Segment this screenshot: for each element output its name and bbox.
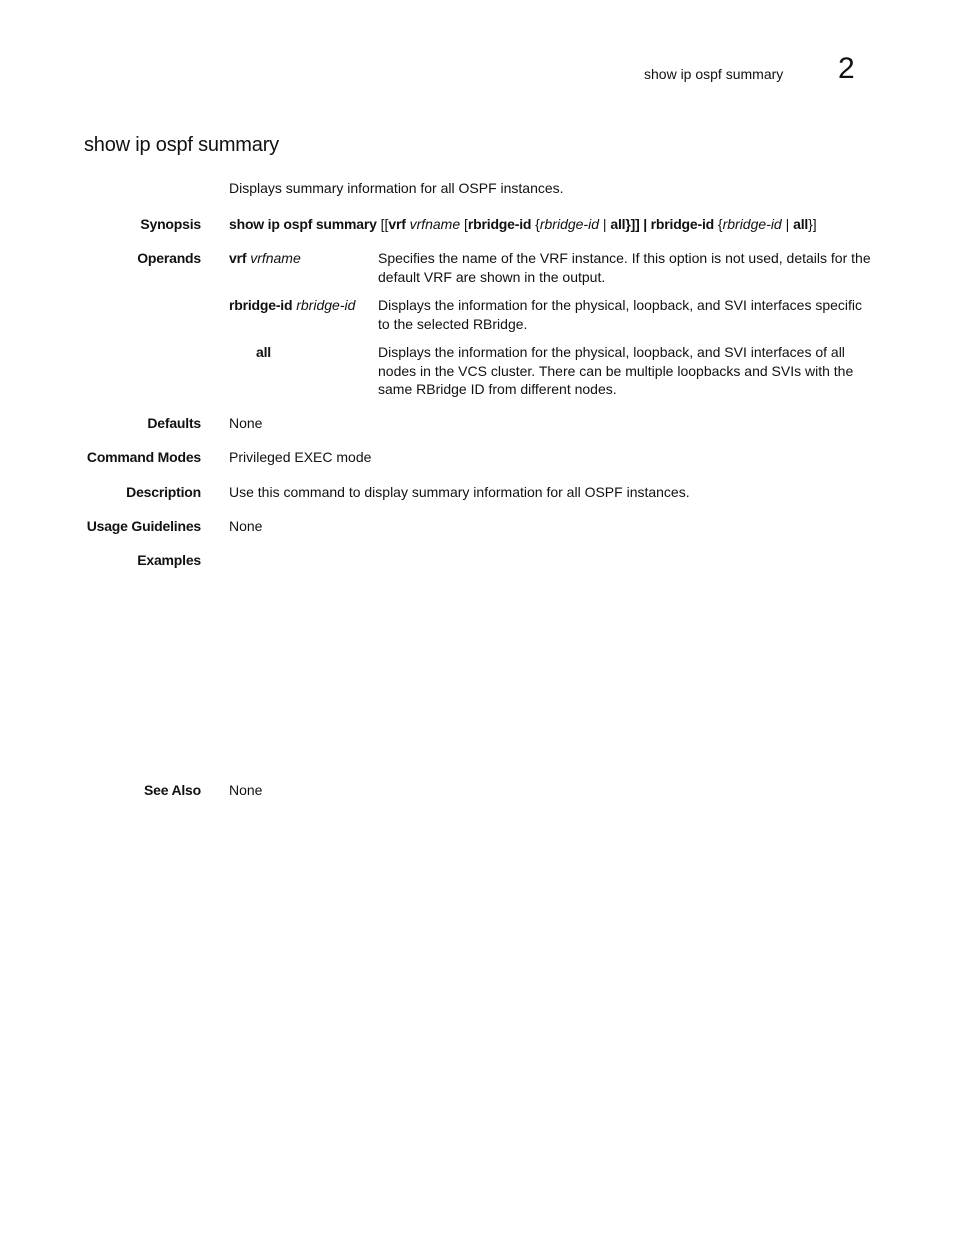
label-command-modes: Command Modes (86, 449, 201, 465)
synopsis-argument: rbridge-id (722, 216, 782, 232)
label-description: Description (126, 484, 201, 500)
defaults-text: None (229, 415, 263, 431)
operand-vrf-term (229, 249, 301, 268)
synopsis-keyword: vrf (388, 216, 406, 232)
synopsis-punct: [ (460, 216, 468, 232)
label-operands: Operands (137, 250, 201, 266)
synopsis-punct: | (781, 216, 794, 232)
description-text: Use this command to display summary information for all OSPF instances. (229, 484, 690, 500)
label-examples: Examples (137, 552, 201, 568)
synopsis-punct: }]] | (625, 216, 651, 232)
running-header-title: show ip ospf summary (644, 66, 784, 82)
command-modes-text: Privileged EXEC mode (229, 449, 372, 465)
label-synopsis: Synopsis (140, 216, 201, 232)
synopsis-command: show ip ospf summary (229, 216, 377, 232)
synopsis-punct: [[ (376, 216, 389, 232)
operand-keyword: rbridge-id (229, 297, 293, 313)
label-see-also: See Also (143, 782, 201, 798)
synopsis-keyword: rbridge-id (467, 216, 532, 232)
operand-keyword: vrf (229, 250, 247, 266)
synopsis-punct: }] (808, 216, 817, 232)
operand-rbridge-term (229, 296, 355, 315)
synopsis-argument: rbridge-id (539, 216, 599, 232)
synopsis-text (229, 215, 817, 234)
page-title: show ip ospf summary (84, 134, 279, 156)
synopsis-punct: { (531, 216, 540, 232)
operand-vrf-description: Specifies the name of the VRF instance. If this option is not used, details for the default VRF are shown in the output. (378, 250, 871, 285)
intro-text: Displays summary information for all OSPF instances. (229, 180, 564, 196)
operand-keyword: all (256, 344, 271, 360)
operand-argument: vrfname (250, 250, 301, 266)
operand-all-term (256, 343, 271, 362)
synopsis-argument: vrfname (409, 216, 461, 232)
operand-argument: rbridge-id (296, 297, 356, 313)
synopsis-keyword: all (793, 216, 809, 232)
usage-guidelines-text: None (229, 518, 263, 534)
see-also-text: None (229, 782, 263, 798)
synopsis-keyword: rbridge-id (650, 216, 714, 232)
chapter-number: 2 (838, 52, 855, 85)
operand-rbridge-description: Displays the information for the physical, loopback, and SVI interfaces specific to the selected RBridge. (378, 297, 863, 332)
label-defaults: Defaults (147, 415, 201, 431)
synopsis-punct: | (598, 216, 611, 232)
operand-all-description: Displays the information for the physical, loopback, and SVI interfaces of all nodes in the VCS cluster. There can be multiple loopbacks and SVIs with the same RBridge ID from different nodes. (378, 344, 854, 397)
synopsis-punct: { (714, 216, 723, 232)
synopsis-keyword: all (610, 216, 626, 232)
label-usage-guidelines: Usage Guidelines (86, 518, 201, 534)
